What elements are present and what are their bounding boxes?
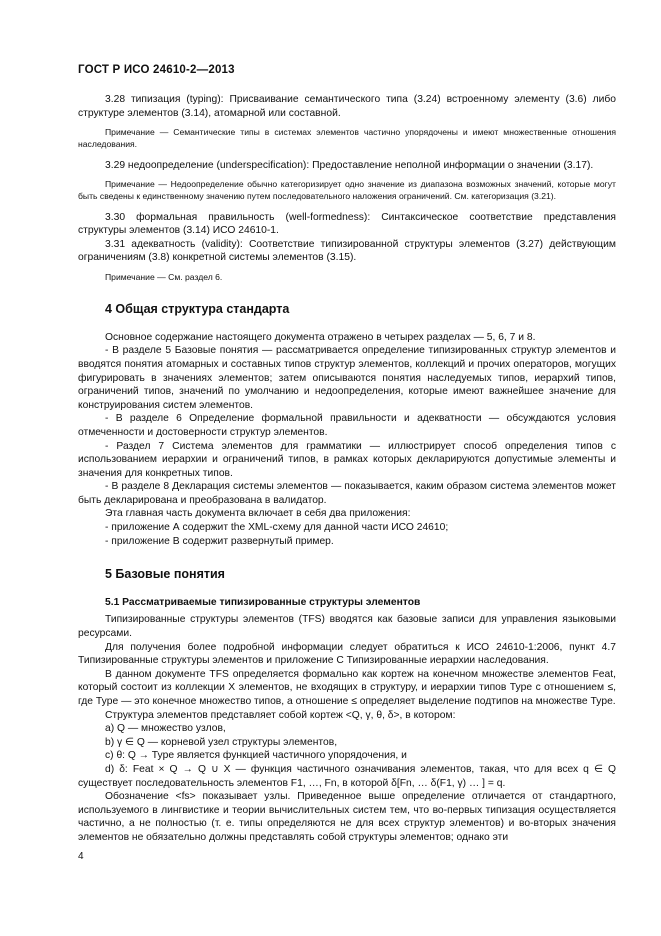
section-4-annexes-intro: Эта главная часть документа включает в себя два приложения: [105,508,411,520]
section-4-item-5: - В разделе 5 Базовые понятия — рассматривается определение типизированных структур элементов и вводятся понятия атомарных и составных типов структур элементов, коллекций и прочих операторов, могущих фигурировать в значениях элементов; затем описываются понятия наследуемых типов, иерархий типов, ограничений типов, значений по умолчанию и недоопределения, которые имеют важнейшее значение для конструирования систем элементов. [78,345,616,411]
section-4-item-6: - В разделе 6 Определение формальной правильности и адекватности — обсуждаются условия отмеченности и достоверности структур элементов. [78,413,616,438]
note-3-29: Примечание — Недоопределение обычно категоризирует одно значение из диапазона возможных значений, которые могут быть сведены к единственному значению путем последовательного наложения ограничений. См. категоризация (3.21). [78,179,616,202]
annex-b-item: - приложение В содержит развернутый пример. [105,535,334,547]
section-4-item-8: - В разделе 8 Декларация системы элементов — показывается, каким образом система элементов может быть декларирована и преобразована в валидатор. [78,481,616,506]
page-number: 4 [78,851,84,862]
section-4-heading: 4 Общая структура стандарта [105,302,290,317]
section-5-1-para-3: В данном документе TFS определяется формально как кортеж на конечном множестве элементов Feat, который состоит из коллекции X элементов, не входящих в структуру, и иерархии типов Type с отношением ≤, где Type — это конечное множество типов, а отношение ≤ определяет выделение подтипов на множестве Type. [78,668,616,708]
page-header: ГОСТ Р ИСО 24610-2—2013 [78,64,235,76]
list-item-d: d) δ: Feat × Q → Q ∪ X — функция частичного означивания элементов, такая, что для всех q ∈ Q существует последовательность элементов F1, …, Fn, в которой δ[Fn, … δ(F1, γ) … ] = q. [78,763,616,789]
section-4-item-7: - Раздел 7 Система элементов для грамматики — иллюстрирует способ определения типов с использованием иерархии и ограничений типов, в рамках которых декларируются допустимые элементы и значения для конкретных типов. [78,440,616,479]
list-item-b: b) γ ∈ Q — корневой узел структуры элементов, [105,736,338,748]
note-3-28: Примечание — Семантические типы в системах элементов частично упорядочены и имеют множественные отношения наследования. [78,127,616,150]
section-5-1-para-4: Структура элементов представляет собой кортеж <Q, γ, θ, δ>, в котором: [105,709,456,721]
term-3-29: 3.29 недоопределение (underspecification): Предоставление неполной информации о значении (3.17). [105,159,594,171]
section-4-intro: Основное содержание настоящего документа отражено в четырех разделах — 5, 6, 7 и 8. [105,331,536,343]
section-5-heading: 5 Базовые понятия [105,567,225,582]
term-3-31: 3.31 адекватность (validity): Соответствие типизированной структуры элементов (3.27) действующим ограничениям (3.8) конкретной системы элементов (3.15). [78,238,616,264]
section-5-1-para-2: Для получения более подробной информации следует обратиться к ИСО 24610-1:2006, пункт 4.7 Типизированные структуры элементов и приложение С Типизированные иерархии наследования. [78,641,616,667]
annex-a-item: - приложение А содержит the XML-схему для данной части ИСО 24610; [105,522,449,534]
section-5-1-heading: 5.1 Рассматриваемые типизированные структуры элементов [105,596,421,608]
section-5-1-para-1: Типизированные структуры элементов (TFS) вводятся как базовые записи для управления языковыми ресурсами. [78,614,616,640]
list-item-c: c) θ: Q → Type является функцией частичного упорядочения, и [105,750,407,762]
list-item-a: a) Q — множество узлов, [105,723,226,735]
note-3-31: Примечание — См. раздел 6. [105,271,223,282]
section-5-1-para-5: Обозначение <fs> показывает узлы. Приведенное выше определение отличается от стандартного, используемого в лингвистике и теории вычислительных систем тем, что во-первых типизация осуществляется частично, а не полностью (т. е. типы определяются не для всех структур элементов) и во-вторых значения элементов не обязательно должны представлять собой структуры элементов; однако эти [78,791,616,843]
term-3-30: 3.30 формальная правильность (well-formedness): Синтаксическое соответствие представления структуры элементов (3.14) ИСО 24610-1. [78,211,616,237]
page-body [78,93,616,845]
term-3-28: 3.28 типизация (typing): Присваивание семантического типа (3.24) встроенному элементу (3.6) либо структуре элементов (3.14), атомарной или составной. [78,94,616,119]
